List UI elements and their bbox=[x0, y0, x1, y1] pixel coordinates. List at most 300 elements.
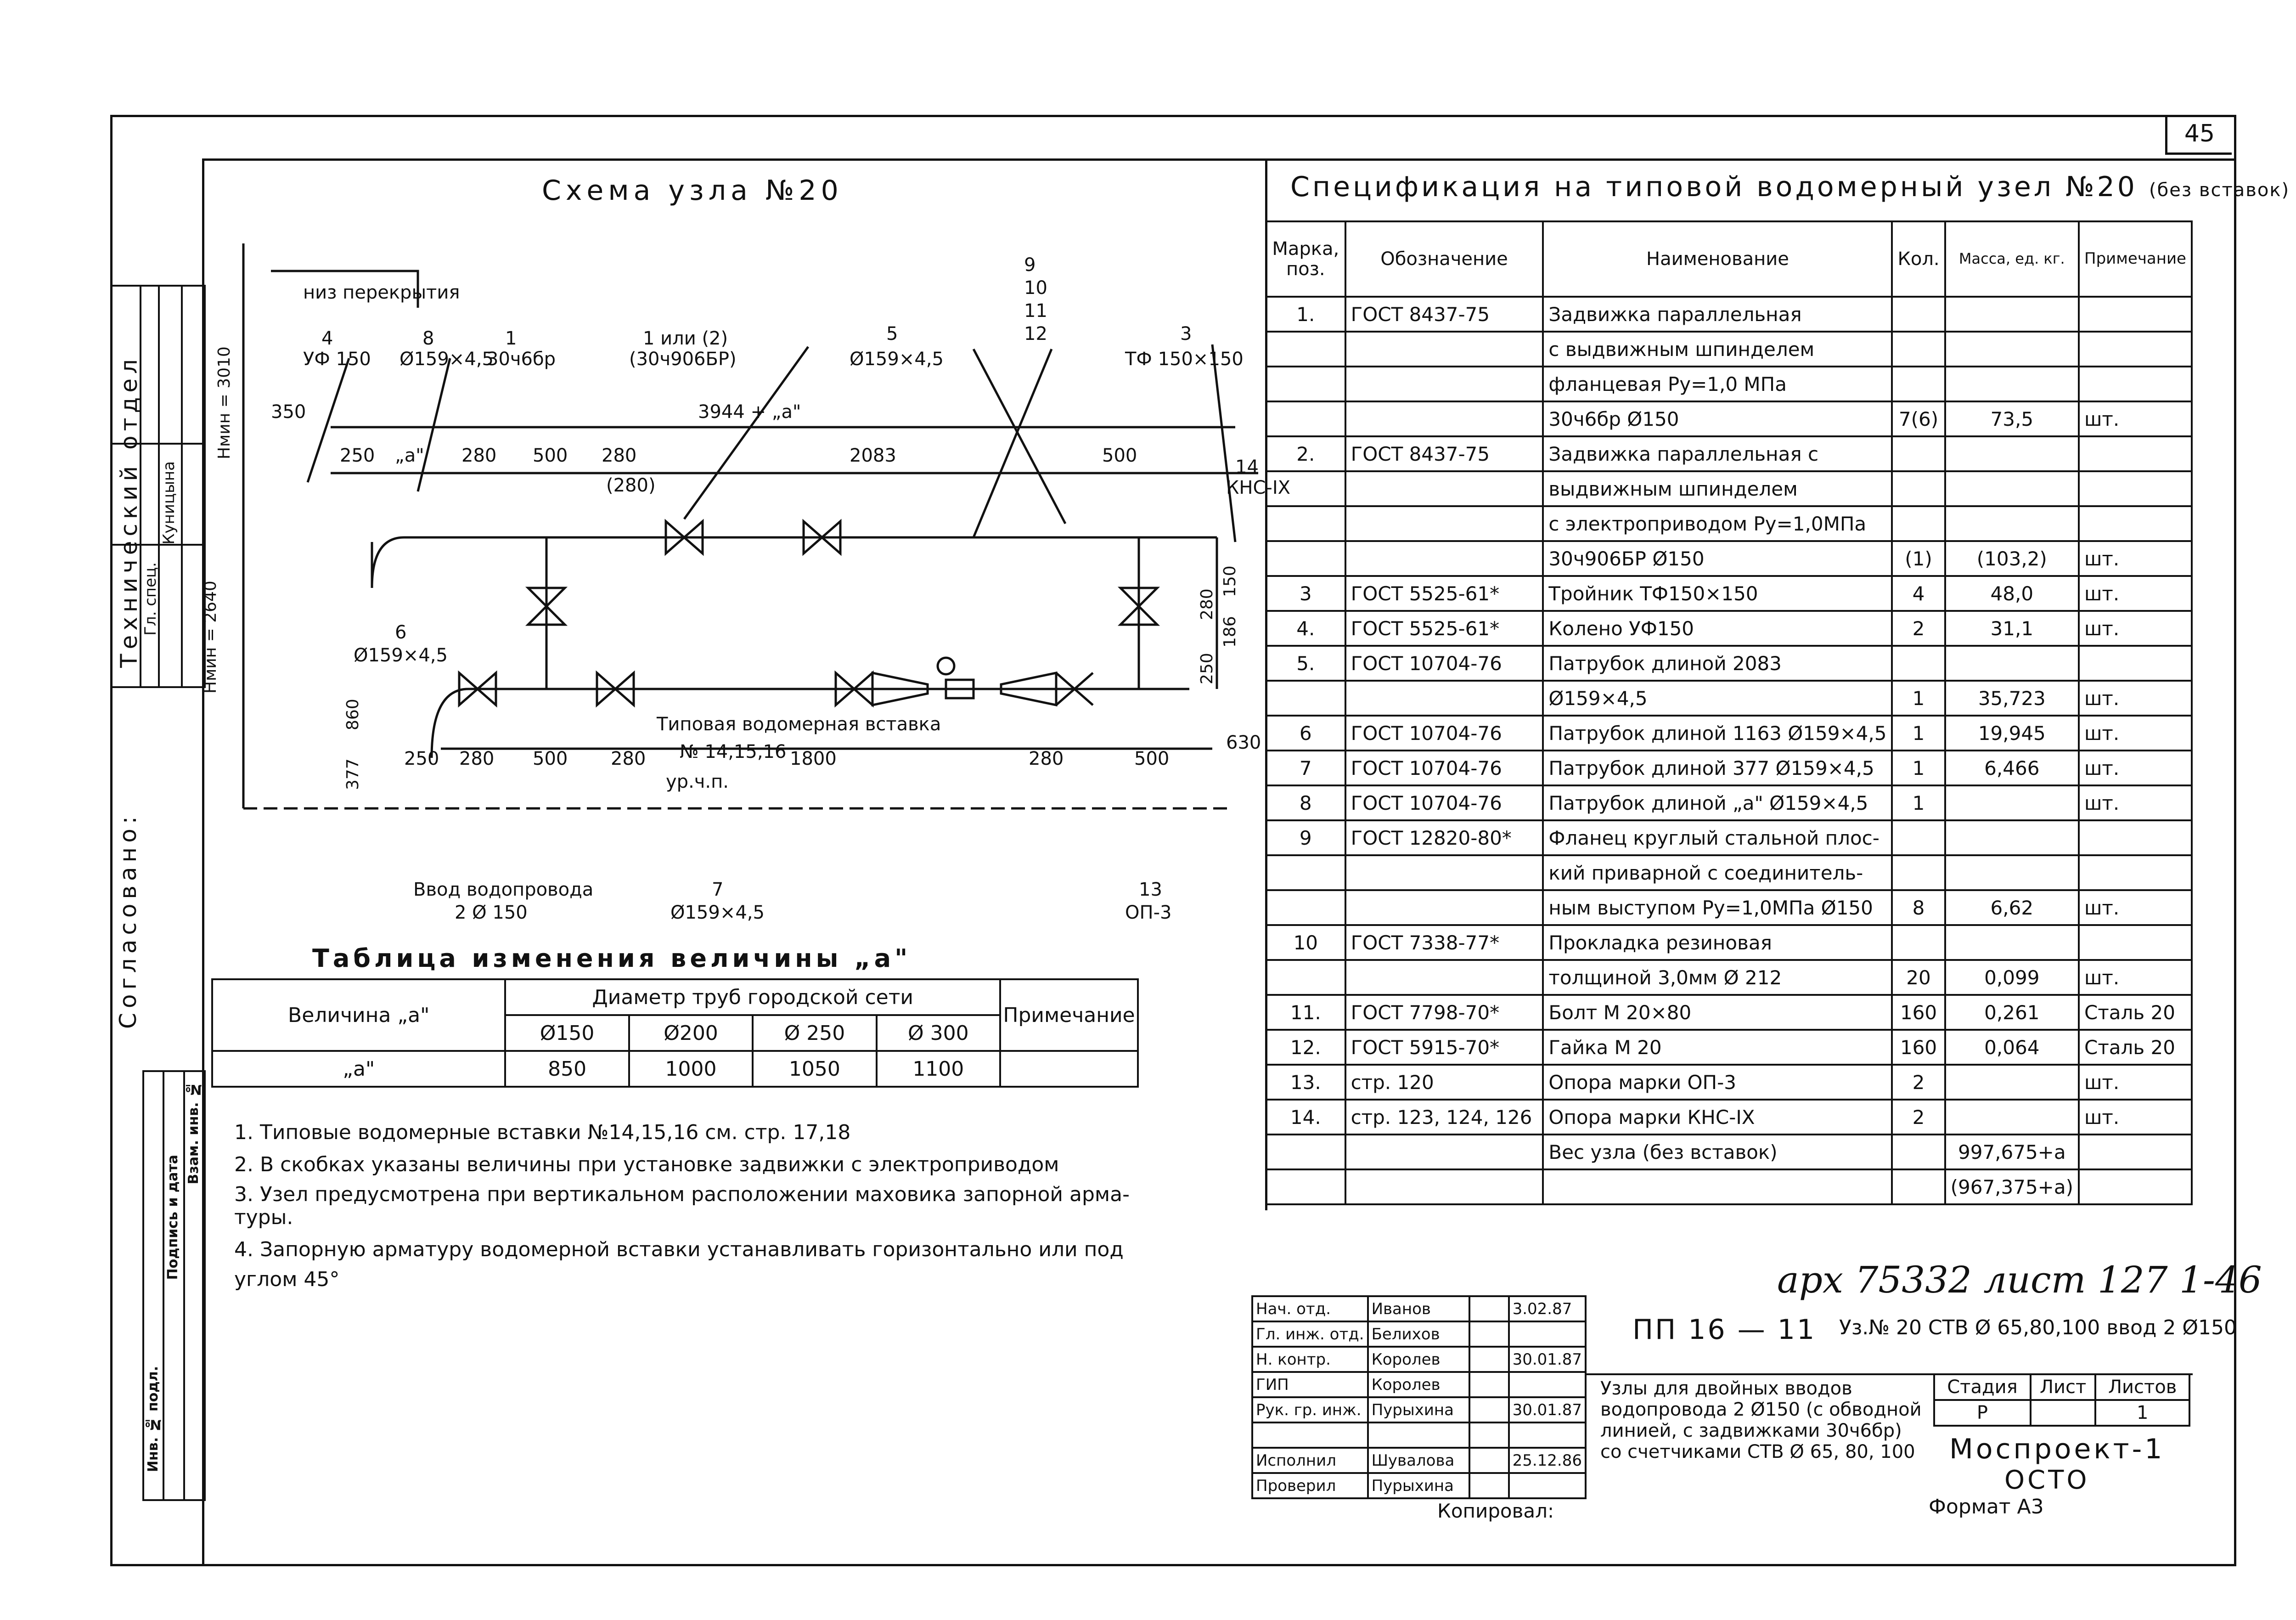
spec-row bbox=[1266, 1065, 2192, 1100]
svg-text:(30ч906БР): (30ч906БР) bbox=[629, 349, 737, 370]
spec-cell-name: толщиной 3,0мм Ø 212 bbox=[1543, 960, 1892, 995]
spec-cell-note: шт. bbox=[2079, 960, 2192, 995]
signature-date: 30.01.87 bbox=[1509, 1397, 1586, 1422]
spec-cell-name: Задвижка параллельная с bbox=[1543, 436, 1892, 471]
value-150: 850 bbox=[505, 1051, 629, 1087]
spec-row bbox=[1266, 716, 2192, 751]
spec-row bbox=[1266, 785, 2192, 820]
spec-cell-mass bbox=[1945, 855, 2079, 890]
spec-row bbox=[1266, 401, 2192, 436]
spec-row bbox=[1266, 1135, 2192, 1169]
spec-cell-qty: 7(6) bbox=[1892, 401, 1945, 436]
soglasovano-label: Согласовано: bbox=[115, 812, 141, 1029]
spec-cell-mass: 35,723 bbox=[1945, 681, 2079, 716]
svg-text:500: 500 bbox=[533, 445, 568, 466]
spec-cell-mass bbox=[1945, 367, 2079, 401]
spec-cell-desig: ГОСТ 7798-70* bbox=[1345, 995, 1543, 1030]
spec-row bbox=[1266, 541, 2192, 576]
diameter-200: Ø200 bbox=[629, 1015, 753, 1051]
spec-cell-mass bbox=[1945, 820, 2079, 855]
svg-text:ТФ 150×150: ТФ 150×150 bbox=[1125, 349, 1244, 370]
note-2: 2. В скобках указаны величины при установке задвижки с электроприводом bbox=[234, 1153, 1059, 1176]
signature-role bbox=[1252, 1422, 1368, 1448]
spec-cell-mass: 73,5 bbox=[1945, 401, 2079, 436]
svg-text:186: 186 bbox=[1221, 616, 1239, 648]
spec-cell-mark: 7 bbox=[1266, 751, 1345, 785]
spec-cell-mass: 997,675+а bbox=[1945, 1135, 2079, 1169]
signature-name bbox=[1368, 1422, 1469, 1448]
spec-cell-note: шт. bbox=[2079, 681, 2192, 716]
spec-row bbox=[1266, 960, 2192, 995]
spec-cell-name: Вес узла (без вставок) bbox=[1543, 1135, 1892, 1169]
spec-cell-qty bbox=[1892, 1169, 1945, 1204]
spec-cell-mark: 12. bbox=[1266, 1030, 1345, 1065]
spec-cell-name: фланцевая Ру=1,0 МПа bbox=[1543, 367, 1892, 401]
spec-cell-desig bbox=[1345, 332, 1543, 367]
change-table bbox=[211, 978, 1139, 1088]
spec-cell-qty: (1) bbox=[1892, 541, 1945, 576]
signature-role: Исполнил bbox=[1252, 1448, 1368, 1473]
signature-role: Рук. гр. инж. bbox=[1252, 1397, 1368, 1422]
gl-spec-label: Гл. спец. bbox=[141, 562, 160, 636]
spec-cell-mass bbox=[1945, 471, 2079, 506]
spec-cell-desig bbox=[1345, 541, 1543, 576]
signature-name: Пурыхина bbox=[1368, 1473, 1469, 1498]
spec-row bbox=[1266, 436, 2192, 471]
spec-cell-mass: 31,1 bbox=[1945, 611, 2079, 646]
spec-table bbox=[1265, 220, 2193, 1205]
spec-cell-desig: ГОСТ 8437-75 bbox=[1345, 297, 1543, 332]
svg-text:8: 8 bbox=[422, 328, 434, 349]
spec-cell-qty: 2 bbox=[1892, 1065, 1945, 1100]
doc-description: Узлы для двойных вводов водопровода 2 Ø150 (с обводной линией, с задвижками 30ч6бр) со счетчиками СТВ Ø 65, 80, 100 bbox=[1600, 1378, 1922, 1462]
spec-cell-name: Болт М 20×80 bbox=[1543, 995, 1892, 1030]
spec-cell-name: ным выступом Ру=1,0МПа Ø150 bbox=[1543, 890, 1892, 925]
spec-row bbox=[1266, 925, 2192, 960]
spec-cell-desig: ГОСТ 12820-80* bbox=[1345, 820, 1543, 855]
spec-cell-mark: 3 bbox=[1266, 576, 1345, 611]
signature-mark bbox=[1469, 1473, 1509, 1498]
change-table-param: Величина „а" bbox=[212, 979, 505, 1051]
spec-cell-desig: стр. 123, 124, 126 bbox=[1345, 1100, 1543, 1135]
kunitsyna-label: Куницына bbox=[160, 461, 178, 545]
svg-text:350: 350 bbox=[271, 401, 306, 423]
spec-cell-qty: 160 bbox=[1892, 995, 1945, 1030]
note-3-cont: туры. bbox=[234, 1206, 293, 1229]
spec-row bbox=[1266, 332, 2192, 367]
svg-text:500: 500 bbox=[1134, 748, 1170, 769]
spec-cell-desig bbox=[1345, 506, 1543, 541]
podpis-label: Подпись и дата bbox=[165, 1155, 181, 1280]
note-4-cont: углом 45° bbox=[234, 1268, 340, 1291]
svg-text:„а": „а" bbox=[395, 445, 424, 466]
spec-row bbox=[1266, 367, 2192, 401]
signature-name: Королев bbox=[1368, 1372, 1469, 1397]
spec-cell-note: Сталь 20 bbox=[2079, 1030, 2192, 1065]
spec-cell-mass bbox=[1945, 1100, 2079, 1135]
spec-row bbox=[1266, 576, 2192, 611]
svg-text:11: 11 bbox=[1024, 300, 1047, 322]
spec-cell-mark bbox=[1266, 506, 1345, 541]
spec-cell-note bbox=[2079, 436, 2192, 471]
spec-cell-name: 30ч6бр Ø150 bbox=[1543, 401, 1892, 436]
svg-text:Ввод водопровода: Ввод водопровода bbox=[413, 879, 594, 900]
spec-cell-mass bbox=[1945, 1065, 2079, 1100]
spec-cell-desig: ГОСТ 10704-76 bbox=[1345, 716, 1543, 751]
svg-text:280: 280 bbox=[1198, 588, 1216, 620]
org-dept: ОСТО bbox=[2004, 1465, 2090, 1495]
spec-cell-mark: 4. bbox=[1266, 611, 1345, 646]
spec-cell-note: шт. bbox=[2079, 611, 2192, 646]
spec-row bbox=[1266, 646, 2192, 681]
spec-cell-desig bbox=[1345, 1135, 1543, 1169]
spec-cell-desig bbox=[1345, 855, 1543, 890]
spec-cell-desig bbox=[1345, 471, 1543, 506]
note-1: 1. Типовые водомерные вставки №14,15,16 см. стр. 17,18 bbox=[234, 1121, 851, 1144]
svg-text:2083: 2083 bbox=[850, 445, 896, 466]
spec-cell-qty: 1 bbox=[1892, 716, 1945, 751]
spec-row bbox=[1266, 751, 2192, 785]
signature-mark bbox=[1469, 1372, 1509, 1397]
spec-cell-name: выдвижным шпинделем bbox=[1543, 471, 1892, 506]
schema-title: Схема узла №20 bbox=[542, 175, 843, 207]
spec-cell-qty bbox=[1892, 1135, 1945, 1169]
svg-text:860: 860 bbox=[343, 699, 362, 730]
spec-cell-name: кий приварной с соединитель- bbox=[1543, 855, 1892, 890]
svg-text:280: 280 bbox=[459, 748, 495, 769]
change-table-note-header: Примечание bbox=[1000, 979, 1138, 1051]
spec-cell-note bbox=[2079, 367, 2192, 401]
signature-name: Королев bbox=[1368, 1347, 1469, 1372]
signature-row bbox=[1252, 1372, 1586, 1397]
svg-text:№ 14,15,16: № 14,15,16 bbox=[680, 741, 787, 762]
spec-cell-note: шт. bbox=[2079, 751, 2192, 785]
svg-text:2 Ø 150: 2 Ø 150 bbox=[455, 902, 528, 923]
svg-text:ур.ч.п.: ур.ч.п. bbox=[666, 771, 729, 792]
spec-cell-mass bbox=[1945, 332, 2079, 367]
signature-mark bbox=[1469, 1321, 1509, 1347]
spec-cell-mark: 8 bbox=[1266, 785, 1345, 820]
signature-role: Проверил bbox=[1252, 1473, 1368, 1498]
diameter-150: Ø150 bbox=[505, 1015, 629, 1051]
spec-row bbox=[1266, 681, 2192, 716]
spec-cell-desig: ГОСТ 5525-61* bbox=[1345, 576, 1543, 611]
spec-cell-name: Патрубок длиной 1163 Ø159×4,5 bbox=[1543, 716, 1892, 751]
spec-cell-mark bbox=[1266, 471, 1345, 506]
spec-cell-name: с электроприводом Ру=1,0МПа bbox=[1543, 506, 1892, 541]
spec-cell-note: шт. bbox=[2079, 401, 2192, 436]
spec-header-mark: Марка, поз. bbox=[1266, 221, 1345, 297]
signature-name: Пурыхина bbox=[1368, 1397, 1469, 1422]
org-name: Моспроект-1 bbox=[1949, 1433, 2165, 1465]
spec-cell-qty bbox=[1892, 332, 1945, 367]
svg-text:250: 250 bbox=[340, 445, 375, 466]
svg-text:1 или (2): 1 или (2) bbox=[643, 328, 728, 349]
spec-cell-mark bbox=[1266, 960, 1345, 995]
spec-cell-qty: 1 bbox=[1892, 681, 1945, 716]
spec-cell-qty bbox=[1892, 506, 1945, 541]
svg-text:3: 3 bbox=[1180, 323, 1192, 344]
schema-label-floor: низ перекрытия bbox=[303, 282, 460, 303]
signature-date bbox=[1509, 1321, 1586, 1347]
spec-cell-note: Сталь 20 bbox=[2079, 995, 2192, 1030]
svg-text:250: 250 bbox=[404, 748, 439, 769]
signature-name: Иванов bbox=[1368, 1296, 1469, 1321]
spec-cell-note: шт. bbox=[2079, 716, 2192, 751]
note-4: 4. Запорную арматуру водомерной вставки устанавливать горизонтально или под bbox=[234, 1238, 1124, 1261]
signature-row bbox=[1252, 1397, 1586, 1422]
spec-row bbox=[1266, 1100, 2192, 1135]
signature-row bbox=[1252, 1473, 1586, 1498]
spec-cell-note bbox=[2079, 332, 2192, 367]
svg-text:7: 7 bbox=[712, 879, 724, 900]
signature-mark bbox=[1469, 1397, 1509, 1422]
svg-text:Нмин = 2640: Нмин = 2640 bbox=[201, 581, 220, 694]
change-table-title: Таблица изменения величины „а" bbox=[312, 944, 912, 973]
spec-cell-qty bbox=[1892, 925, 1945, 960]
spec-cell-qty: 4 bbox=[1892, 576, 1945, 611]
side-approval-block bbox=[110, 285, 206, 688]
svg-text:Нмин = 3010: Нмин = 3010 bbox=[215, 346, 234, 459]
spec-row bbox=[1266, 471, 2192, 506]
change-row-note bbox=[1000, 1051, 1138, 1087]
spec-header-name: Наименование bbox=[1543, 221, 1892, 297]
svg-text:9: 9 bbox=[1024, 254, 1036, 276]
spec-cell-name: Прокладка резиновая bbox=[1543, 925, 1892, 960]
spec-cell-mark bbox=[1266, 367, 1345, 401]
spec-cell-qty: 2 bbox=[1892, 1100, 1945, 1135]
svg-text:500: 500 bbox=[1102, 445, 1137, 466]
spec-title: Спецификация на типовой водомерный узел №20 (без вставок) bbox=[1290, 171, 2290, 203]
signature-mark bbox=[1469, 1347, 1509, 1372]
spec-row bbox=[1266, 1030, 2192, 1065]
spec-cell-desig bbox=[1345, 890, 1543, 925]
svg-text:Ø159×4,5: Ø159×4,5 bbox=[354, 645, 448, 666]
spec-cell-qty bbox=[1892, 820, 1945, 855]
spec-cell-note bbox=[2079, 297, 2192, 332]
svg-text:250: 250 bbox=[1198, 653, 1216, 684]
spec-cell-mass: (967,375+а) bbox=[1945, 1169, 2079, 1204]
spec-cell-name: с выдвижным шпинделем bbox=[1543, 332, 1892, 367]
spec-cell-name: Колено УФ150 bbox=[1543, 611, 1892, 646]
svg-text:14: 14 bbox=[1235, 457, 1259, 478]
spec-cell-desig bbox=[1345, 960, 1543, 995]
value-200: 1000 bbox=[629, 1051, 753, 1087]
svg-text:280: 280 bbox=[461, 445, 497, 466]
side-bottom-block bbox=[142, 1070, 206, 1501]
signature-date: 30.01.87 bbox=[1509, 1347, 1586, 1372]
svg-text:6: 6 bbox=[395, 622, 407, 643]
spec-row bbox=[1266, 297, 2192, 332]
spec-cell-note: шт. bbox=[2079, 890, 2192, 925]
spec-cell-note bbox=[2079, 1135, 2192, 1169]
spec-cell-note bbox=[2079, 1169, 2192, 1204]
svg-text:377: 377 bbox=[343, 758, 362, 790]
spec-cell-name: Патрубок длиной „а" Ø159×4,5 bbox=[1543, 785, 1892, 820]
note-3: 3. Узел предусмотрена при вертикальном расположении маховика запорной арма- bbox=[234, 1183, 1130, 1206]
svg-text:280: 280 bbox=[1029, 748, 1064, 769]
spec-cell-qty: 20 bbox=[1892, 960, 1945, 995]
spec-cell-name: Патрубок длиной 377 Ø159×4,5 bbox=[1543, 751, 1892, 785]
spec-cell-qty bbox=[1892, 471, 1945, 506]
spec-cell-mass bbox=[1945, 297, 2079, 332]
spec-cell-name: Гайка М 20 bbox=[1543, 1030, 1892, 1065]
signature-role: Гл. инж. отд. bbox=[1252, 1321, 1368, 1347]
spec-cell-mark: 1. bbox=[1266, 297, 1345, 332]
spec-row bbox=[1266, 995, 2192, 1030]
svg-text:КНС-IX: КНС-IX bbox=[1226, 477, 1291, 498]
spec-cell-mark bbox=[1266, 681, 1345, 716]
svg-text:280: 280 bbox=[602, 445, 637, 466]
signatures-table bbox=[1251, 1295, 1587, 1499]
svg-text:ОП-3: ОП-3 bbox=[1125, 902, 1172, 923]
spec-cell-mass: 6,62 bbox=[1945, 890, 2079, 925]
spec-cell-desig bbox=[1345, 401, 1543, 436]
signature-role: Нач. отд. bbox=[1252, 1296, 1368, 1321]
spec-cell-mark: 10 bbox=[1266, 925, 1345, 960]
spec-cell-name: Тройник ТФ150×150 bbox=[1543, 576, 1892, 611]
signature-mark bbox=[1469, 1422, 1509, 1448]
signature-mark bbox=[1469, 1448, 1509, 1473]
spec-cell-name: Патрубок длиной 2083 bbox=[1543, 646, 1892, 681]
spec-cell-note: шт. bbox=[2079, 785, 2192, 820]
spec-cell-note bbox=[2079, 471, 2192, 506]
spec-cell-mark: 13. bbox=[1266, 1065, 1345, 1100]
spec-cell-mass bbox=[1945, 436, 2079, 471]
spec-cell-note bbox=[2079, 855, 2192, 890]
spec-cell-note bbox=[2079, 820, 2192, 855]
spec-cell-mass: 19,945 bbox=[1945, 716, 2079, 751]
spec-row bbox=[1266, 820, 2192, 855]
change-row-label: „а" bbox=[212, 1051, 505, 1087]
spec-cell-mark bbox=[1266, 1135, 1345, 1169]
signature-date bbox=[1509, 1473, 1586, 1498]
spec-cell-desig: ГОСТ 7338-77* bbox=[1345, 925, 1543, 960]
svg-text:630: 630 bbox=[1226, 732, 1261, 753]
svg-text:280: 280 bbox=[611, 748, 646, 769]
signature-date bbox=[1509, 1422, 1586, 1448]
value-300: 1100 bbox=[877, 1051, 1000, 1087]
svg-text:1800: 1800 bbox=[790, 748, 837, 769]
spec-cell-desig: стр. 120 bbox=[1345, 1065, 1543, 1100]
doc-code-right: Уз.№ 20 СТВ Ø 65,80,100 ввод 2 Ø150 bbox=[1839, 1316, 2237, 1339]
spec-cell-qty bbox=[1892, 297, 1945, 332]
signature-role: Н. контр. bbox=[1252, 1347, 1368, 1372]
spec-cell-name: Опора марки КНС-IX bbox=[1543, 1100, 1892, 1135]
spec-cell-qty bbox=[1892, 436, 1945, 471]
spec-cell-mass bbox=[1945, 506, 2079, 541]
spec-cell-qty bbox=[1892, 646, 1945, 681]
copied-label: Копировал: bbox=[1437, 1500, 1554, 1522]
spec-header-note: Примечание bbox=[2079, 221, 2192, 297]
spec-row bbox=[1266, 855, 2192, 890]
signature-date: 25.12.86 bbox=[1509, 1448, 1586, 1473]
svg-text:Ø159×4,5: Ø159×4,5 bbox=[670, 902, 765, 923]
svg-text:(280): (280) bbox=[606, 475, 656, 496]
value-250: 1050 bbox=[753, 1051, 876, 1087]
dept-label: Технический отдел bbox=[116, 355, 142, 668]
svg-text:10: 10 bbox=[1024, 277, 1047, 299]
svg-text:4: 4 bbox=[321, 328, 333, 349]
spec-row bbox=[1266, 1169, 2192, 1204]
spec-cell-mark bbox=[1266, 890, 1345, 925]
spec-cell-qty bbox=[1892, 855, 1945, 890]
spec-cell-mass: 48,0 bbox=[1945, 576, 2079, 611]
spec-cell-desig bbox=[1345, 1169, 1543, 1204]
spec-cell-desig: ГОСТ 10704-76 bbox=[1345, 646, 1543, 681]
signature-row bbox=[1252, 1422, 1586, 1448]
spec-cell-mark: 14. bbox=[1266, 1100, 1345, 1135]
spec-cell-desig: ГОСТ 10704-76 bbox=[1345, 751, 1543, 785]
spec-cell-desig bbox=[1345, 681, 1543, 716]
sheet-number: 45 bbox=[2165, 115, 2232, 155]
signature-row bbox=[1252, 1347, 1586, 1372]
spec-cell-note bbox=[2079, 925, 2192, 960]
signature-date: 3.02.87 bbox=[1509, 1296, 1586, 1321]
spec-cell-desig: ГОСТ 8437-75 bbox=[1345, 436, 1543, 471]
format-label: Формат А3 bbox=[1929, 1495, 2044, 1518]
spec-cell-mass bbox=[1945, 785, 2079, 820]
spec-cell-desig: ГОСТ 5915-70* bbox=[1345, 1030, 1543, 1065]
spec-cell-mark: 6 bbox=[1266, 716, 1345, 751]
svg-text:500: 500 bbox=[533, 748, 568, 769]
spec-cell-mark bbox=[1266, 332, 1345, 367]
spec-header-desig: Обозначение bbox=[1345, 221, 1543, 297]
spec-cell-mark: 9 bbox=[1266, 820, 1345, 855]
spec-cell-mark bbox=[1266, 1169, 1345, 1204]
spec-cell-name: Задвижка параллельная bbox=[1543, 297, 1892, 332]
spec-cell-desig bbox=[1345, 367, 1543, 401]
spec-cell-name: 30ч906БР Ø150 bbox=[1543, 541, 1892, 576]
svg-text:5: 5 bbox=[886, 323, 898, 344]
spec-cell-note: шт. bbox=[2079, 576, 2192, 611]
spec-cell-note bbox=[2079, 506, 2192, 541]
signature-role: ГИП bbox=[1252, 1372, 1368, 1397]
spec-cell-mass: 0,261 bbox=[1945, 995, 2079, 1030]
signature-row bbox=[1252, 1321, 1586, 1347]
svg-text:Ø159×4,5: Ø159×4,5 bbox=[400, 349, 494, 370]
svg-text:13: 13 bbox=[1139, 879, 1162, 900]
signature-mark bbox=[1469, 1296, 1509, 1321]
spec-cell-note bbox=[2079, 646, 2192, 681]
svg-text:УФ 150: УФ 150 bbox=[303, 349, 371, 370]
spec-cell-desig: ГОСТ 10704-76 bbox=[1345, 785, 1543, 820]
spec-cell-qty: 160 bbox=[1892, 1030, 1945, 1065]
spec-cell-note: шт. bbox=[2079, 1065, 2192, 1100]
diameter-300: Ø 300 bbox=[877, 1015, 1000, 1051]
svg-text:150: 150 bbox=[1221, 565, 1239, 597]
spec-cell-qty: 1 bbox=[1892, 751, 1945, 785]
spec-cell-note: шт. bbox=[2079, 541, 2192, 576]
spec-cell-qty: 8 bbox=[1892, 890, 1945, 925]
title-block bbox=[1251, 1295, 2237, 1495]
spec-cell-mark bbox=[1266, 855, 1345, 890]
spec-cell-name: Ø159×4,5 bbox=[1543, 681, 1892, 716]
svg-text:1: 1 bbox=[505, 328, 517, 349]
spec-cell-name: Опора марки ОП-3 bbox=[1543, 1065, 1892, 1100]
spec-cell-desig: ГОСТ 5525-61* bbox=[1345, 611, 1543, 646]
signature-row bbox=[1252, 1296, 1586, 1321]
spec-cell-mark: 5. bbox=[1266, 646, 1345, 681]
spec-cell-name: Фланец круглый стальной плос- bbox=[1543, 820, 1892, 855]
spec-cell-mass bbox=[1945, 925, 2079, 960]
signature-name: Белихов bbox=[1368, 1321, 1469, 1347]
spec-header-mass: Масса, ед. кг. bbox=[1945, 221, 2079, 297]
spec-cell-name bbox=[1543, 1169, 1892, 1204]
signature-date bbox=[1509, 1372, 1586, 1397]
change-table-group-header: Диаметр труб городской сети bbox=[505, 979, 1000, 1015]
signature-name: Шувалова bbox=[1368, 1448, 1469, 1473]
